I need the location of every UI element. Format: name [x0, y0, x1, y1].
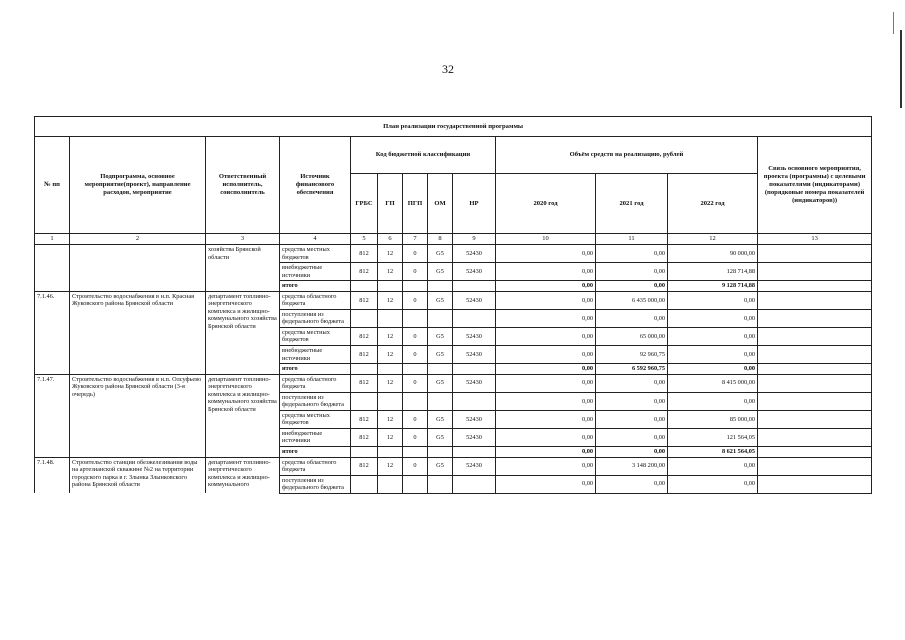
- amount-2022: 0,00: [668, 364, 758, 375]
- grbs-code: 812: [351, 410, 378, 428]
- funding-source: внебюджетные источники: [280, 263, 351, 281]
- amount-2021: 0,00: [596, 309, 668, 327]
- nr-code: 52430: [453, 457, 496, 475]
- nr-code: [453, 392, 496, 410]
- gp-code: 12: [378, 346, 403, 364]
- funding-source: поступления из федерального бюджета: [280, 392, 351, 410]
- amount-2022: 9 128 714,88: [668, 281, 758, 292]
- indicator-link: [758, 327, 872, 345]
- amount-2020: 0,00: [496, 447, 596, 458]
- table-row: [35, 374, 872, 392]
- header-responsible: Ответственный исполнитель, соисполнитель: [206, 137, 280, 234]
- header-grbs: ГРБС: [351, 174, 378, 234]
- amount-2022: 128 714,88: [668, 263, 758, 281]
- responsible-executor: хозяйства Брянской области: [206, 245, 280, 292]
- grbs-code: [351, 475, 378, 493]
- table-row: [35, 245, 872, 263]
- header-source: Источник финансового обеспечения: [280, 137, 351, 234]
- item-number: 7.1.47.: [35, 374, 70, 457]
- amount-2021: 6 435 000,00: [596, 291, 668, 309]
- funding-source: средства местных бюджетов: [280, 327, 351, 345]
- amount-2020: 0,00: [496, 364, 596, 375]
- indicator-link: [758, 475, 872, 493]
- amount-2022: 121 564,05: [668, 428, 758, 446]
- col-number: 11: [596, 234, 668, 245]
- amount-2022: 0,00: [668, 392, 758, 410]
- pgp-code: 0: [403, 263, 428, 281]
- pgp-code: 0: [403, 457, 428, 475]
- pgp-code: 0: [403, 245, 428, 263]
- om-code: G5: [428, 346, 453, 364]
- table-row: [35, 457, 872, 475]
- gp-code: [378, 447, 403, 458]
- total-label: итого: [280, 281, 351, 292]
- funding-source: внебюджетные источники: [280, 428, 351, 446]
- col-number: 7: [403, 234, 428, 245]
- amount-2021: 0,00: [596, 410, 668, 428]
- pgp-code: 0: [403, 410, 428, 428]
- nr-code: 52430: [453, 428, 496, 446]
- amount-2020: 0,00: [496, 327, 596, 345]
- funding-source: средства областного бюджета: [280, 291, 351, 309]
- om-code: [428, 281, 453, 292]
- pgp-code: 0: [403, 346, 428, 364]
- amount-2020: 0,00: [496, 346, 596, 364]
- col-number: 13: [758, 234, 872, 245]
- amount-2020: 0,00: [496, 392, 596, 410]
- funding-source: поступления из федерального бюджета: [280, 309, 351, 327]
- indicator-link: [758, 346, 872, 364]
- grbs-code: 812: [351, 327, 378, 345]
- amount-2020: 0,00: [496, 281, 596, 292]
- header-pgp: ПГП: [403, 174, 428, 234]
- gp-code: 12: [378, 374, 403, 392]
- amount-2020: 0,00: [496, 457, 596, 475]
- om-code: [428, 309, 453, 327]
- col-number: 12: [668, 234, 758, 245]
- funding-source: средства областного бюджета: [280, 374, 351, 392]
- amount-2020: 0,00: [496, 291, 596, 309]
- gp-code: 12: [378, 263, 403, 281]
- total-label: итого: [280, 447, 351, 458]
- funding-source: средства областного бюджета: [280, 457, 351, 475]
- page-number: 32: [442, 62, 454, 76]
- indicator-link: [758, 457, 872, 475]
- pgp-code: [403, 392, 428, 410]
- indicator-link: [758, 447, 872, 458]
- amount-2020: 0,00: [496, 263, 596, 281]
- om-code: G5: [428, 327, 453, 345]
- amount-2022: 8 621 564,05: [668, 447, 758, 458]
- grbs-code: 812: [351, 346, 378, 364]
- header-volume: Объём средств на реализацию, рублей: [496, 137, 758, 174]
- pgp-code: [403, 475, 428, 493]
- responsible-executor: департамент топливно-энергетического комплекса и жилищно-коммунального хозяйства Брянской области: [206, 291, 280, 374]
- header-bcc: Код бюджетной классификации: [351, 137, 496, 174]
- amount-2021: 3 148 200,00: [596, 457, 668, 475]
- gp-code: 12: [378, 428, 403, 446]
- amount-2022: 0,00: [668, 309, 758, 327]
- funding-source: внебюджетные источники: [280, 346, 351, 364]
- amount-2020: 0,00: [496, 428, 596, 446]
- amount-2021: 0,00: [596, 374, 668, 392]
- col-number: 6: [378, 234, 403, 245]
- om-code: G5: [428, 263, 453, 281]
- nr-code: 52430: [453, 374, 496, 392]
- nr-code: 52430: [453, 263, 496, 281]
- grbs-code: [351, 364, 378, 375]
- amount-2022: 0,00: [668, 475, 758, 493]
- total-label: итого: [280, 364, 351, 375]
- amount-2022: 90 000,00: [668, 245, 758, 263]
- amount-2022: 85 000,00: [668, 410, 758, 428]
- header-subprogram: Подпрограмма, основное мероприятие(проект), направление расходов, мероприятие: [70, 137, 206, 234]
- col-number: 10: [496, 234, 596, 245]
- om-code: G5: [428, 457, 453, 475]
- pgp-code: 0: [403, 291, 428, 309]
- amount-2021: 92 960,75: [596, 346, 668, 364]
- gp-code: 12: [378, 457, 403, 475]
- item-name: Строительство станции обезжелезивания воды на артезианской скважине №2 на территории городского парка в г. Злынка Злынковского района Брянской области: [70, 457, 206, 493]
- indicator-link: [758, 245, 872, 263]
- grbs-code: 812: [351, 374, 378, 392]
- pgp-code: [403, 447, 428, 458]
- amount-2021: 65 000,00: [596, 327, 668, 345]
- pgp-code: 0: [403, 374, 428, 392]
- pgp-code: 0: [403, 428, 428, 446]
- indicator-link: [758, 364, 872, 375]
- indicator-link: [758, 428, 872, 446]
- header-nr: НР: [453, 174, 496, 234]
- nr-code: [453, 309, 496, 327]
- header-2020: 2020 год: [496, 174, 596, 234]
- om-code: G5: [428, 374, 453, 392]
- item-number: 7.1.48.: [35, 457, 70, 493]
- responsible-executor: департамент топливно-энергетического комплекса и жилищно-коммунального хозяйства Брянской области: [206, 374, 280, 457]
- scan-artifact: [893, 12, 894, 34]
- responsible-executor: департамент топливно-энергетического комплекса и жилищно-коммунального: [206, 457, 280, 493]
- item-name: Строительство водоснабжения в н.п. Олсуфьево Жуковского района Брянской области (3-я очередь): [70, 374, 206, 457]
- gp-code: [378, 309, 403, 327]
- amount-2020: 0,00: [496, 309, 596, 327]
- om-code: [428, 364, 453, 375]
- nr-code: [453, 447, 496, 458]
- item-name: [70, 245, 206, 292]
- col-number: 9: [453, 234, 496, 245]
- om-code: G5: [428, 245, 453, 263]
- nr-code: [453, 364, 496, 375]
- indicator-link: [758, 291, 872, 309]
- header-2021: 2021 год: [596, 174, 668, 234]
- item-name: Строительство водоснабжения в н.п. Красная Жуковского района Брянской области: [70, 291, 206, 374]
- item-number: 7.1.46.: [35, 291, 70, 374]
- amount-2021: 0,00: [596, 392, 668, 410]
- col-number: 3: [206, 234, 280, 245]
- amount-2020: 0,00: [496, 245, 596, 263]
- pgp-code: [403, 309, 428, 327]
- gp-code: [378, 392, 403, 410]
- indicator-link: [758, 410, 872, 428]
- grbs-code: 812: [351, 245, 378, 263]
- amount-2021: 0,00: [596, 245, 668, 263]
- amount-2022: 0,00: [668, 291, 758, 309]
- col-number: 4: [280, 234, 351, 245]
- nr-code: 52430: [453, 291, 496, 309]
- gp-code: [378, 364, 403, 375]
- amount-2022: 0,00: [668, 346, 758, 364]
- grbs-code: 812: [351, 291, 378, 309]
- gp-code: 12: [378, 245, 403, 263]
- column-numbers-row: [35, 234, 872, 245]
- gp-code: 12: [378, 327, 403, 345]
- amount-2021: 0,00: [596, 447, 668, 458]
- nr-code: 52430: [453, 346, 496, 364]
- nr-code: 52430: [453, 410, 496, 428]
- item-number: [35, 245, 70, 292]
- funding-source: средства местных бюджетов: [280, 410, 351, 428]
- om-code: [428, 447, 453, 458]
- amount-2022: 8 415 000,00: [668, 374, 758, 392]
- table-row: [35, 291, 872, 309]
- nr-code: 52430: [453, 327, 496, 345]
- gp-code: 12: [378, 291, 403, 309]
- gp-code: 12: [378, 410, 403, 428]
- amount-2022: 0,00: [668, 327, 758, 345]
- grbs-code: [351, 281, 378, 292]
- grbs-code: 812: [351, 457, 378, 475]
- col-number: 1: [35, 234, 70, 245]
- om-code: [428, 475, 453, 493]
- funding-source: поступления из федерального бюджета: [280, 475, 351, 493]
- scan-artifact: [900, 30, 902, 108]
- grbs-code: [351, 447, 378, 458]
- header-om: ОМ: [428, 174, 453, 234]
- indicator-link: [758, 309, 872, 327]
- header-link: Связь основного мероприятия, проекта (программы) с целевыми показателями (индикаторами) (порядковые номера показателей (индикаторов)): [758, 137, 872, 234]
- grbs-code: 812: [351, 263, 378, 281]
- amount-2022: 0,00: [668, 457, 758, 475]
- pgp-code: [403, 281, 428, 292]
- nr-code: [453, 475, 496, 493]
- table-body: [35, 245, 872, 494]
- pgp-code: 0: [403, 327, 428, 345]
- gp-code: [378, 475, 403, 493]
- header-num: № пп: [35, 137, 70, 234]
- amount-2021: 0,00: [596, 475, 668, 493]
- nr-code: 52430: [453, 245, 496, 263]
- funding-source: средства местных бюджетов: [280, 245, 351, 263]
- pgp-code: [403, 364, 428, 375]
- grbs-code: 812: [351, 428, 378, 446]
- om-code: G5: [428, 291, 453, 309]
- amount-2021: 0,00: [596, 281, 668, 292]
- header-2022: 2022 год: [668, 174, 758, 234]
- indicator-link: [758, 263, 872, 281]
- om-code: G5: [428, 410, 453, 428]
- header-gp: ГП: [378, 174, 403, 234]
- gp-code: [378, 281, 403, 292]
- indicator-link: [758, 392, 872, 410]
- om-code: [428, 392, 453, 410]
- amount-2020: 0,00: [496, 410, 596, 428]
- table-title: План реализации государственной программы: [35, 117, 872, 137]
- nr-code: [453, 281, 496, 292]
- col-number: 2: [70, 234, 206, 245]
- amount-2021: 0,00: [596, 428, 668, 446]
- amount-2021: 6 592 960,75: [596, 364, 668, 375]
- grbs-code: [351, 392, 378, 410]
- amount-2020: 0,00: [496, 475, 596, 493]
- indicator-link: [758, 281, 872, 292]
- indicator-link: [758, 374, 872, 392]
- om-code: G5: [428, 428, 453, 446]
- grbs-code: [351, 309, 378, 327]
- plan-table: [34, 116, 872, 494]
- col-number: 5: [351, 234, 378, 245]
- col-number: 8: [428, 234, 453, 245]
- amount-2020: 0,00: [496, 374, 596, 392]
- amount-2021: 0,00: [596, 263, 668, 281]
